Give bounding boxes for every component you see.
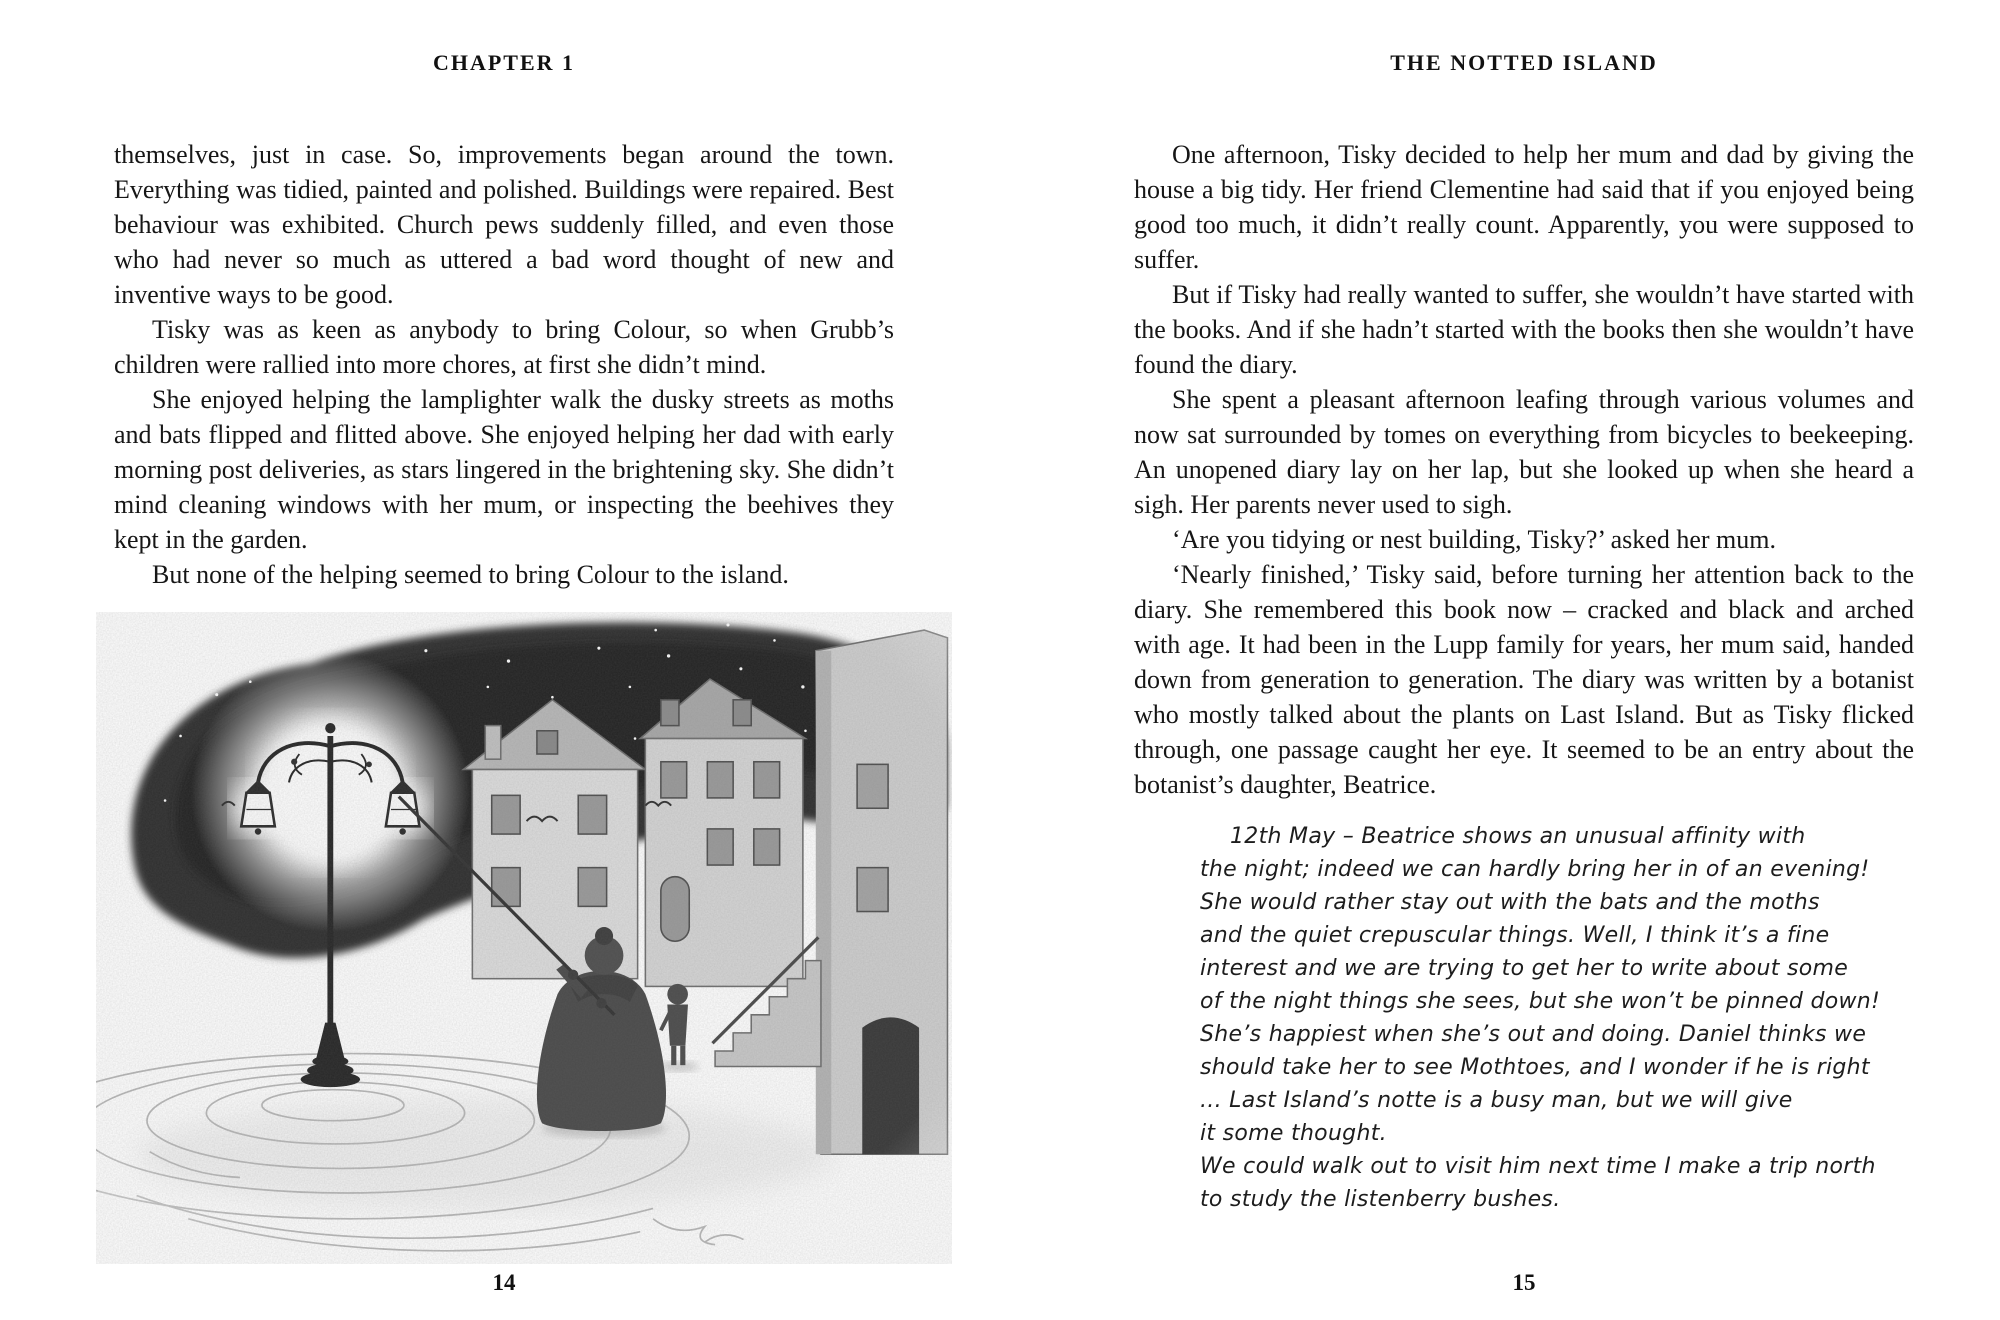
- diary-line: She’s happiest when she’s out and doing. Daniel thinks we: [1200, 1022, 1867, 1047]
- paragraph: Tisky was as keen as anybody to bring Colour, so when Grubb’s children were rallied into more chores, at first she didn’t mind.: [114, 315, 894, 379]
- left-text-block: [114, 137, 894, 592]
- chapter-header: CHAPTER 1: [432, 50, 576, 75]
- diary-line: ... Last Island’s notte is a busy man, but we will give: [1200, 1088, 1793, 1113]
- diary-line: She would rather stay out with the bats and the moths: [1200, 890, 1820, 915]
- page-number-right: 15: [1512, 1270, 1536, 1295]
- book-title-header: THE NOTTED ISLAND: [1390, 50, 1658, 75]
- paragraph: ‘Are you tidying or nest building, Tisky?’ asked her mum.: [1172, 525, 1776, 554]
- page-right: [1134, 0, 1914, 1320]
- paragraph: But if Tisky had really wanted to suffer, she wouldn’t have started with the books. And if she hadn’t started with the books then she wouldn’t have found the diary.: [1134, 280, 1914, 379]
- diary-entry: [1200, 820, 1890, 1216]
- diary-line: the night; indeed we can hardly bring her in of an evening!: [1200, 857, 1870, 882]
- diary-line: it some thought.: [1200, 1121, 1387, 1146]
- paragraph: But none of the helping seemed to bring Colour to the island.: [152, 560, 789, 589]
- paragraph: One afternoon, Tisky decided to help her mum and dad by giving the house a big tidy. Her friend Clementine had said that if you enjoyed being good too much, it didn’t really count. Apparently, you were supposed to suffer.: [1134, 140, 1914, 274]
- illustration-lamplighter-scene: [96, 612, 952, 1264]
- diary-line: should take her to see Mothtoes, and I wonder if he is right: [1200, 1055, 1870, 1080]
- diary-line: to study the listenberry bushes.: [1200, 1187, 1561, 1212]
- diary-line: interest and we are trying to get her to write about some: [1200, 956, 1849, 981]
- paragraph: themselves, just in case. So, improvements began around the town. Everything was tidied, painted and polished. Buildings were repaired. Best behaviour was exhibited. Church pews suddenly filled, and even those who had never so much as uttered a bad word thought of new and inventive ways to be good.: [114, 140, 894, 309]
- diary-line: and the quiet crepuscular things. Well, I think it’s a fine: [1200, 923, 1830, 948]
- paragraph: She spent a pleasant afternoon leafing through various volumes and now sat surrounded by tomes on everything from bicycles to beekeeping. An unopened diary lay on her lap, but she looked up when she heard a sigh. Her parents never used to sigh.: [1134, 385, 1914, 519]
- pencil-grain: [98, 612, 950, 1264]
- paragraph: ‘Nearly finished,’ Tisky said, before turning her attention back to the diary. She remembered this book now – cracked and black and arched with age. It had been in the Lupp family for years, her mum said, handed down from generation to generation. The diary was written by a botanist who mostly talked about the plants on Last Island. But as Tisky flicked through, one passage caught her eye. It seemed to be an entry about the botanist’s daughter, Beatrice.: [1134, 560, 1914, 799]
- page-left: [114, 0, 894, 1320]
- paragraph: She enjoyed helping the lamplighter walk the dusky streets as moths and bats flipped and flitted above. She enjoyed helping her dad with early morning post deliveries, as stars lingered in the brightening sky. She didn’t mind cleaning windows with her mum, or inspecting the beehives they kept in the garden.: [114, 385, 894, 554]
- diary-line: 12th May – Beatrice shows an unusual affinity with: [1230, 824, 1806, 849]
- diary-line: of the night things she sees, but she won’t be pinned down!: [1200, 989, 1881, 1014]
- diary-line: We could walk out to visit him next time I make a trip north: [1200, 1154, 1876, 1179]
- right-text-block: [1134, 137, 1914, 1216]
- page-number-left: 14: [492, 1270, 516, 1295]
